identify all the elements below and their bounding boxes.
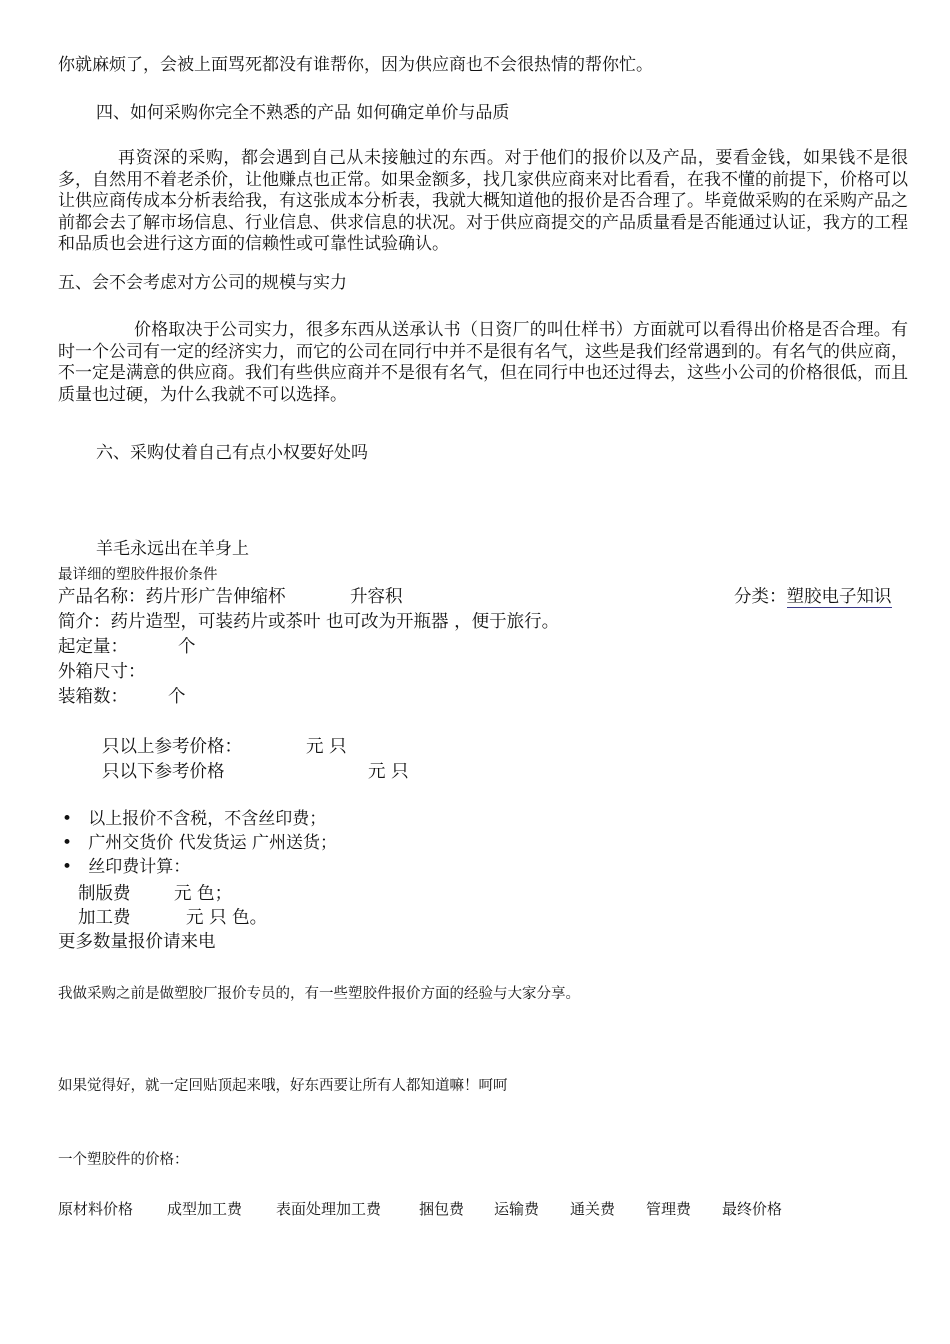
saying: 羊毛永远出在羊身上	[96, 539, 249, 559]
cost-item: 管理费	[646, 1200, 692, 1218]
section-5-heading: 五、会不会考虑对方公司的规模与实力	[58, 273, 347, 293]
plate-fee-label: 制版费	[78, 884, 131, 904]
moq-label: 起定量：	[58, 637, 128, 657]
section-5-body: 价格取决于公司实力，很多东西从送承认书（日资厂的叫仕样书）方面就可以看得出价格是否合理。有时一个公司有一定的经济实力，而它的公司在同行中并不是很有名气，这些是我们经常遇到的。有名气的供应商，不一定是满意的供应商。我们有些供应商并不是很有名气，但在同行中也还过得去，这些小公司的价格很低，而且质量也过硬，为什么我就不可以选择。	[58, 320, 908, 405]
process-fee-unit: 元 只 色。	[186, 908, 268, 928]
bullet-item: • 广州交货价 代发货运 广州送货；	[62, 833, 338, 853]
price-above-label: 只以上参考价格：	[102, 737, 242, 757]
cost-item: 最终价格	[722, 1200, 783, 1218]
plate-fee-unit: 元 色；	[174, 884, 233, 904]
section-4-body: 再资深的采购，都会遇到自己从未接触过的东西。对于他们的报价以及产品，要看金钱，如果钱不是很多，自然用不着老杀价，让他赚点也正常。如果金额多，找几家供应商来对比看看，在我不懂的前提下，价格可以让供应商传成本分析表给我，有这张成本分析表，我就大概知道他的报价是否合理了。毕竟做采购的在采购产品之前都会去了解市场信息、行业信息、供求信息的状况。对于供应商提交的产品质量看是否能通过认证，我方的工程和品质也会进行这方面的信赖性或可靠性试验确认。	[58, 148, 908, 254]
product-name: 产品名称：药片形广告伸缩杯	[58, 587, 286, 607]
bullet-text: 丝印费计算：	[88, 857, 191, 877]
moq-unit: 个	[178, 637, 196, 657]
cost-item: 通关费	[570, 1200, 616, 1218]
bullet-item: • 丝印费计算：	[62, 857, 191, 877]
quote-title: 最详细的塑胶件报价条件	[58, 567, 218, 583]
pack-qty-label: 装箱数：	[58, 687, 128, 707]
cost-item: 成型加工费	[167, 1200, 243, 1218]
cost-item: 表面处理加工费	[276, 1200, 382, 1218]
product-capacity: 升容积	[350, 587, 403, 607]
category-prefix: 分类：	[734, 587, 787, 607]
category-link[interactable]: 塑胶电子知识	[786, 587, 892, 607]
bullet-text: 以上报价不含税，不含丝印费；	[88, 809, 327, 829]
price-above-unit: 元 只	[306, 737, 347, 757]
intro-line: 你就麻烦了，会被上面骂死都没有谁帮你，因为供应商也不会很热情的帮你忙。	[58, 55, 653, 75]
process-fee-label: 加工费	[78, 908, 131, 928]
price-intro: 一个塑胶件的价格：	[58, 1152, 189, 1168]
product-intro: 简介：药片造型，可装药片或茶叶 也可改为开瓶器 ，便于旅行。	[58, 612, 560, 632]
price-below-label: 只以下参考价格	[102, 762, 225, 782]
cost-item: 运输费	[494, 1200, 540, 1218]
section-4-heading: 四、如何采购你完全不熟悉的产品 如何确定单价与品质	[96, 103, 510, 123]
bullet-item: • 以上报价不含税，不含丝印费；	[62, 809, 327, 829]
section-6-heading: 六、采购仗着自己有点小权要好处吗	[96, 443, 368, 463]
cost-items-row	[58, 1198, 802, 1220]
price-below-unit: 元 只	[368, 762, 409, 782]
more-qty-note: 更多数量报价请来电	[58, 932, 216, 952]
share-line: 我做采购之前是做塑胶厂报价专员的，有一些塑胶件报价方面的经验与大家分享。	[58, 986, 580, 1002]
bump-line: 如果觉得好，就一定回贴顶起来哦，好东西要让所有人都知道嘛！呵呵	[58, 1078, 508, 1094]
cost-item: 捆包费	[419, 1200, 465, 1218]
pack-qty-unit: 个	[168, 687, 186, 707]
cost-item: 原材料价格	[58, 1200, 134, 1218]
bullet-text: 广州交货价 代发货运 广州送货；	[88, 833, 338, 853]
category-label	[734, 585, 892, 609]
carton-size-label: 外箱尺寸：	[58, 662, 146, 682]
